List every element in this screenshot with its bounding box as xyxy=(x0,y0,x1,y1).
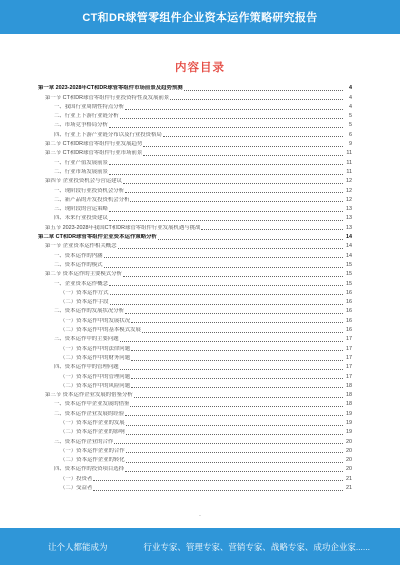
toc-entry-title: 第一节 企业资本运作相关概念 xyxy=(45,243,117,250)
toc-entry-page: 13 xyxy=(346,215,352,222)
toc-entry[interactable] xyxy=(38,213,352,222)
toc-entry[interactable] xyxy=(38,232,352,241)
toc-entry-page: 5 xyxy=(349,113,352,120)
toc-entry-title: 四、资本运作中的管理问题 xyxy=(54,364,119,371)
toc-entry-page: 19 xyxy=(346,419,352,426)
toc-entry-page: 13 xyxy=(346,224,352,231)
toc-entry[interactable] xyxy=(38,288,352,297)
toc-entry-title: （一）资本运作方式 xyxy=(60,289,109,296)
toc-dot-leader xyxy=(158,239,343,240)
toc-entry-page: 11 xyxy=(346,159,352,166)
toc-entry-title: （二）资本运作中的风险问题 xyxy=(60,382,131,389)
toc-dot-leader xyxy=(126,452,343,453)
toc-entry-page: 15 xyxy=(346,271,352,278)
toc-entry-title: 第三节 资本运作企业发展的借鉴分析 xyxy=(45,392,133,399)
toc-entry-title: （一）投资者 xyxy=(60,475,93,482)
toc-entry[interactable] xyxy=(38,92,352,101)
toc-entry-page: 12 xyxy=(346,187,352,194)
toc-entry[interactable] xyxy=(38,204,352,213)
toc-entry[interactable] xyxy=(38,148,352,157)
toc-entry-page: 21 xyxy=(346,475,352,482)
toc-entry[interactable] xyxy=(38,269,352,278)
toc-entry[interactable] xyxy=(38,473,352,482)
toc-entry[interactable] xyxy=(38,334,352,343)
toc-dot-leader xyxy=(184,90,343,91)
toc-entry-page: 19 xyxy=(346,410,352,417)
toc-entry-page: 6 xyxy=(349,131,352,138)
toc-entry-page: 16 xyxy=(346,317,352,324)
toc-entry[interactable] xyxy=(38,446,352,455)
toc-entry-title: 二、行业市场发展前景 xyxy=(54,168,108,175)
toc-dot-leader xyxy=(120,369,343,370)
toc-dot-leader xyxy=(109,285,343,286)
toc-dot-leader xyxy=(126,425,343,426)
toc-entry-page: 17 xyxy=(346,336,352,343)
toc-entry[interactable] xyxy=(38,129,352,138)
toc-entry-page: 18 xyxy=(346,382,352,389)
toc-entry-title: 第二节 资本运作的主要模式分析 xyxy=(45,271,122,278)
toc-entry-page: 4 xyxy=(349,94,352,101)
toc-dot-leader xyxy=(118,248,343,249)
toc-entry-title: （一）资本运作中的法律问题 xyxy=(60,345,131,352)
toc-entry-title: （一）资本运作中的管理问题 xyxy=(60,373,131,380)
toc-entry-title: 四、资本运作的投资项目选择 xyxy=(54,466,125,473)
toc-entry-title: 二、资本运作的模式 xyxy=(54,261,103,268)
toc-entry[interactable] xyxy=(38,157,352,166)
toc-dot-leader xyxy=(125,313,343,314)
toc-dot-leader xyxy=(131,322,343,323)
toc-entry-title: （一）资本运作企业的发展 xyxy=(60,419,125,426)
toc-entry-page: 4 xyxy=(349,85,352,92)
toc-dot-leader xyxy=(93,480,343,481)
toc-entry-page: 17 xyxy=(346,364,352,371)
toc-dot-leader xyxy=(109,127,343,128)
toc-entry[interactable] xyxy=(38,297,352,306)
toc-entry-title: 二、行业上下游行业链分析 xyxy=(54,113,119,120)
toc-dot-leader xyxy=(143,146,343,147)
toc-entry[interactable] xyxy=(38,83,352,92)
toc-dot-leader xyxy=(110,294,343,295)
toc-entry-title: 第五节 2023-2028年我国CT和DR球管零组件行业发展机遇与挑战 xyxy=(45,224,201,231)
toc-entry-page: 17 xyxy=(346,354,352,361)
toc-dot-leader xyxy=(120,118,343,119)
toc-entry-title: 第二章 CT和DR球管零组件企业资本运作策略分析 xyxy=(38,234,157,241)
toc-entry-page: 20 xyxy=(346,457,352,464)
table-of-contents xyxy=(38,83,352,492)
toc-entry-title: 二、资本运作企业发展的经验 xyxy=(54,410,125,417)
toc-entry-title: 二、资本运作的发展状况分析 xyxy=(54,308,125,315)
toc-entry[interactable] xyxy=(38,111,352,120)
toc-dot-leader xyxy=(131,350,343,351)
toc-dot-leader xyxy=(120,341,343,342)
toc-entry-title: 三、市场竞争格局分析 xyxy=(54,122,108,129)
toc-entry[interactable] xyxy=(38,436,352,445)
toc-entry[interactable] xyxy=(38,371,352,380)
toc-dot-leader xyxy=(123,276,343,277)
toc-dot-leader xyxy=(109,174,343,175)
toc-entry[interactable] xyxy=(38,325,352,334)
toc-entry-title: 一、资本运作的内涵 xyxy=(54,252,103,259)
toc-entry-page: 11 xyxy=(346,168,352,175)
toc-entry[interactable] xyxy=(38,102,352,111)
toc-dot-leader xyxy=(110,304,343,305)
toc-entry-page: 16 xyxy=(346,299,352,306)
toc-dot-leader xyxy=(125,471,343,472)
toc-entry[interactable] xyxy=(38,167,352,176)
toc-entry-title: （一）资本运作企业的合作 xyxy=(60,447,125,454)
toc-entry-title: 三、资本运作中的主要问题 xyxy=(54,336,119,343)
toc-dot-leader xyxy=(126,434,343,435)
toc-heading: 内容目录 xyxy=(175,62,225,74)
toc-dot-leader xyxy=(130,406,343,407)
toc-entry-page: 11 xyxy=(346,150,352,157)
toc-entry-page: 12 xyxy=(346,178,352,185)
toc-entry-page: 4 xyxy=(349,103,352,110)
toc-entry-title: （二）资本运作手段 xyxy=(60,299,109,306)
toc-entry[interactable] xyxy=(38,120,352,129)
toc-dot-leader xyxy=(201,229,343,230)
toc-entry[interactable] xyxy=(38,260,352,269)
toc-dot-leader xyxy=(125,415,343,416)
toc-dot-leader xyxy=(125,192,343,193)
toc-entry-page: 15 xyxy=(346,261,352,268)
toc-entry-title: 三、资本运作企业的合作 xyxy=(54,438,114,445)
footer-slogan-right: 行业专家、管理专家、营销专家、战略专家、成功企业家...... xyxy=(143,541,370,552)
toc-dot-leader xyxy=(123,183,343,184)
toc-entry-title: 四、未来行业投资建议 xyxy=(54,215,108,222)
toc-entry-title: 第三节 CT和DR球管零组件行业市场前景 xyxy=(45,150,143,157)
toc-entry-page: 16 xyxy=(346,289,352,296)
toc-dot-leader xyxy=(126,462,343,463)
toc-entry-page: 20 xyxy=(346,447,352,454)
toc-dot-leader xyxy=(109,211,343,212)
toc-entry[interactable] xyxy=(38,195,352,204)
toc-entry-page: 17 xyxy=(346,345,352,352)
toc-entry-title: 第四节 企业投资机会与营运建议 xyxy=(45,178,122,185)
toc-entry[interactable] xyxy=(38,343,352,352)
toc-entry[interactable] xyxy=(38,139,352,148)
toc-entry[interactable] xyxy=(38,362,352,371)
toc-entry-page: 18 xyxy=(346,392,352,399)
toc-dot-leader xyxy=(143,155,343,156)
toc-entry-title: 一、现阶段行业投资机会分析 xyxy=(54,187,125,194)
toc-dot-leader xyxy=(109,164,343,165)
toc-entry-title: 第一节 CT和DR球管零组件行业投资特性及发展前景 xyxy=(45,94,170,101)
toc-entry-page: 21 xyxy=(346,485,352,492)
toc-dot-leader xyxy=(131,378,343,379)
toc-dot-leader xyxy=(104,267,343,268)
toc-entry-page: 16 xyxy=(346,327,352,334)
toc-entry[interactable] xyxy=(38,399,352,408)
toc-dot-leader xyxy=(131,387,343,388)
toc-entry-page: 20 xyxy=(346,438,352,445)
toc-entry[interactable] xyxy=(38,381,352,390)
toc-entry-page: 16 xyxy=(346,308,352,315)
toc-entry-page: 19 xyxy=(346,429,352,436)
toc-entry-title: 一、资本运作中企业发展的借鉴 xyxy=(54,401,130,408)
report-title: CT和DR球管零组件企业资本运作策略研究报告 xyxy=(82,12,318,24)
toc-entry-page: 14 xyxy=(346,252,352,259)
toc-entry-title: 四、行业上下游产业链分布以及行业投资格局 xyxy=(54,131,162,138)
toc-entry[interactable] xyxy=(38,222,352,231)
toc-dot-leader xyxy=(142,332,343,333)
toc-entry[interactable] xyxy=(38,455,352,464)
toc-entry[interactable] xyxy=(38,185,352,194)
toc-entry-title: 一、我国行业周期性特点分析 xyxy=(54,103,125,110)
toc-entry-title: （二）受益者 xyxy=(60,485,93,492)
toc-entry-page: 9 xyxy=(349,141,352,148)
toc-entry-page: 15 xyxy=(346,280,352,287)
toc-entry-title: 三、现阶段的营运策略 xyxy=(54,206,108,213)
toc-entry[interactable] xyxy=(38,315,352,324)
toc-entry-title: （二）资本运作中的基本模式发展 xyxy=(60,327,141,334)
toc-dot-leader xyxy=(170,99,343,100)
toc-dot-leader xyxy=(163,136,343,137)
toc-dot-leader xyxy=(131,360,343,361)
toc-entry-title: （一）资本运作中的发展状况 xyxy=(60,317,131,324)
toc-entry-title: （二）资本运作中的财务问题 xyxy=(60,354,131,361)
footer-banner xyxy=(0,528,400,565)
toc-entry-page: 14 xyxy=(346,243,352,250)
toc-entry-page: 14 xyxy=(346,234,352,241)
toc-entry-title: 一、行业产值发展前景 xyxy=(54,159,108,166)
toc-entry-page: 17 xyxy=(346,373,352,380)
toc-entry-page: 12 xyxy=(346,196,352,203)
toc-dot-leader xyxy=(130,201,343,202)
toc-entry[interactable] xyxy=(38,418,352,427)
toc-entry[interactable] xyxy=(38,353,352,362)
toc-entry-title: 第一章 2023-2028年CT和DR球管零组件市场前景及趋势预测 xyxy=(38,85,183,92)
toc-entry-title: 二、新产品的开发投资机会分析 xyxy=(54,196,130,203)
toc-entry[interactable] xyxy=(38,250,352,259)
toc-entry[interactable] xyxy=(38,390,352,399)
toc-entry[interactable] xyxy=(38,427,352,436)
toc-entry[interactable] xyxy=(38,241,352,250)
toc-dot-leader xyxy=(104,257,343,258)
toc-dot-leader xyxy=(109,220,343,221)
toc-entry[interactable] xyxy=(38,278,352,287)
toc-dot-leader xyxy=(125,109,343,110)
header-banner xyxy=(0,0,400,34)
toc-entry[interactable] xyxy=(38,306,352,315)
toc-dot-leader xyxy=(134,397,343,398)
toc-entry-page: 13 xyxy=(346,206,352,213)
toc-entry-page: 20 xyxy=(346,466,352,473)
toc-entry-title: 第二节 CT和DR球管零组件行业发展趋势 xyxy=(45,141,143,148)
toc-entry-page: 18 xyxy=(346,401,352,408)
toc-entry[interactable] xyxy=(38,408,352,417)
toc-entry-page: 5 xyxy=(349,122,352,129)
footer-slogan-left: 让个人都能成为 xyxy=(48,541,108,552)
toc-entry-title: 一、企业资本运作概念 xyxy=(54,280,108,287)
toc-dot-leader xyxy=(114,443,343,444)
page-marker: - xyxy=(199,513,201,519)
toc-entry-title: （二）资本运作企业的影响 xyxy=(60,429,125,436)
toc-entry[interactable] xyxy=(38,483,352,492)
toc-entry-title: （二）资本运作企业的转化 xyxy=(60,457,125,464)
toc-dot-leader xyxy=(93,490,343,491)
toc-entry[interactable] xyxy=(38,176,352,185)
toc-entry[interactable] xyxy=(38,464,352,473)
